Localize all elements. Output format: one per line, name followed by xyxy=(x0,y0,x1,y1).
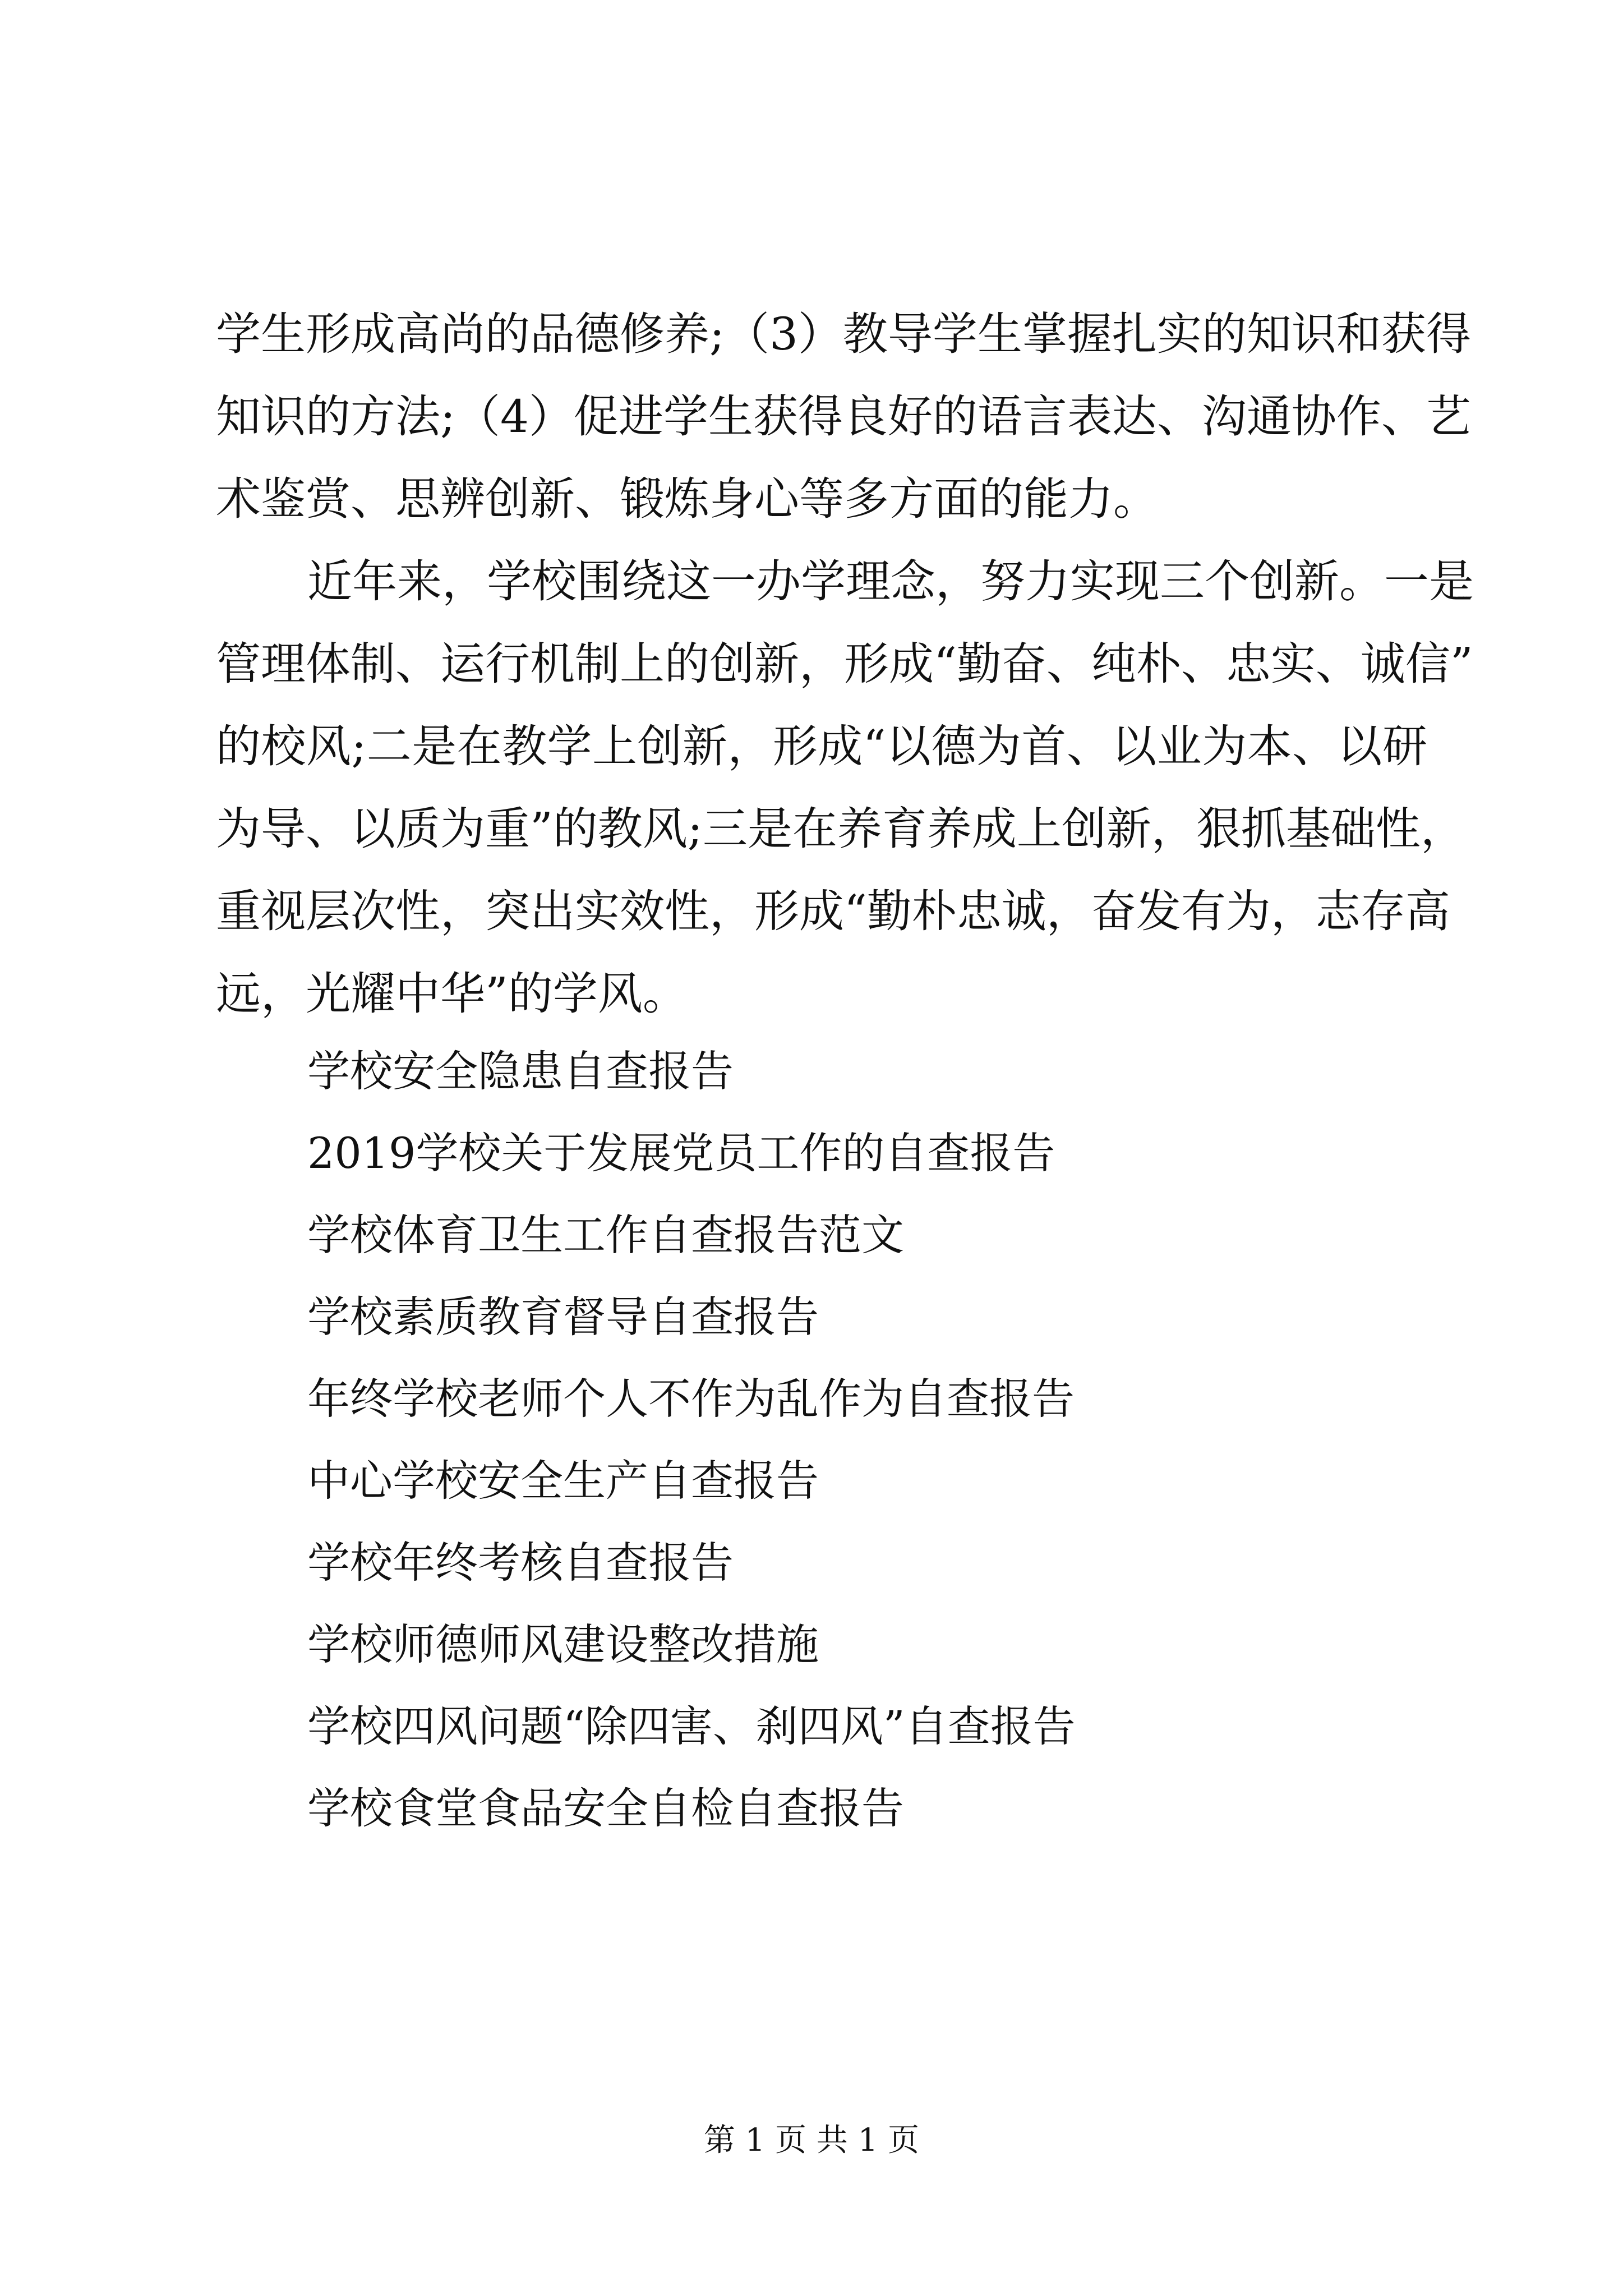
paragraph-2-line-3: 的校风;二是在教学上创新，形成“以德为首、以业为本、以研 xyxy=(216,720,1427,772)
related-title-link[interactable]: 学校师德师风建设整改措施 xyxy=(307,1619,819,1669)
related-title-link[interactable]: 学校素质教育督导自查报告 xyxy=(307,1292,819,1342)
related-title-link[interactable]: 中心学校安全生产自查报告 xyxy=(307,1456,819,1506)
related-title-link[interactable]: 学校四风问题“除四害、刹四风”自查报告 xyxy=(307,1701,1076,1751)
paragraph-2-line-5: 重视层次性，突出实效性，形成“勤朴忠诚，奋发有为，志存高 xyxy=(216,885,1450,937)
paragraph-1-line-1: 学生形成高尚的品德修养;（3）教导学生掌握扎实的知识和获得 xyxy=(216,308,1471,360)
paragraph-2-line-6: 远，光耀中华”的学风。 xyxy=(216,968,688,1020)
related-title-link[interactable]: 学校安全隐患自查报告 xyxy=(307,1046,734,1096)
paragraph-2-line-2: 管理体制、运行机制上的创新，形成“勤奋、纯朴、忠实、诚信” xyxy=(216,638,1473,690)
page-number-footer: 第 1 页 共 1 页 xyxy=(703,2122,920,2159)
paragraph-1-line-2: 知识的方法;（4）促进学生获得良好的语言表达、沟通协作、艺 xyxy=(216,390,1471,443)
paragraph-2-line-4: 为导、以质为重”的教风;三是在养育养成上创新，狠抓基础性， xyxy=(216,803,1465,855)
paragraph-2-line-1: 近年来，学校围绕这一办学理念，努力实现三个创新。一是 xyxy=(307,555,1474,608)
related-title-link[interactable]: 年终学校老师个人不作为乱作为自查报告 xyxy=(307,1374,1075,1424)
related-title-link[interactable]: 学校年终考核自查报告 xyxy=(307,1538,734,1588)
related-title-link[interactable]: 学校体育卫生工作自查报告范文 xyxy=(307,1210,904,1260)
related-title-link[interactable]: 学校食堂食品安全自检自查报告 xyxy=(307,1783,904,1833)
related-title-link[interactable]: 2019学校关于发展党员工作的自查报告 xyxy=(307,1128,1055,1178)
paragraph-1-line-3: 术鉴赏、思辨创新、锻炼身心等多方面的能力。 xyxy=(216,473,1158,525)
